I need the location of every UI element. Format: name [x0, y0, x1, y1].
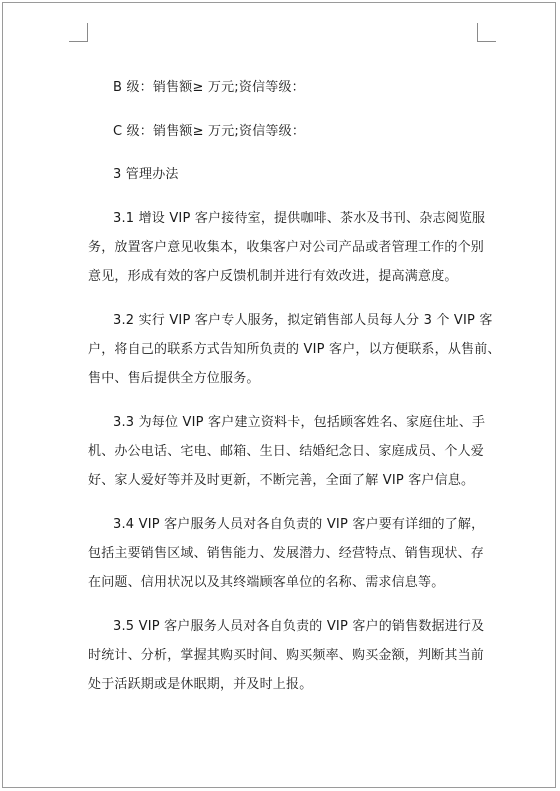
paragraph-3-4-line-2: 包括主要销售区域、销售能力、发展潜力、经营特点、销售现状、存: [88, 546, 485, 561]
paragraph-3-4-line-1: 3.4 VIP 客户服务人员对各自负责的 VIP 客户要有详细的了解，: [113, 517, 485, 532]
paragraph-3-5-line-3: 处于活跃期或是休眠期，并及时上报。: [88, 677, 313, 692]
paragraph-3-2-line-2: 户，将自己的联系方式告知所负责的 VIP 客户，以方便联系，从售前、: [88, 342, 501, 357]
paragraph-3-3-line-3: 好、家人爱好等并及时更新，不断完善，全面了解 VIP 客户信息。: [88, 473, 475, 488]
grade-b-line: B 级：销售额≥ 万元;资信等级：: [113, 80, 305, 95]
paragraph-3-3-line-2: 机、办公电话、宅电、邮箱、生日、结婚纪念日、家庭成员、个人爱: [88, 444, 485, 459]
grade-c-line: C 级：销售额≥ 万元;资信等级：: [113, 124, 306, 139]
paragraph-3-3-line-1: 3.3 为每位 VIP 客户建立资料卡，包括顾客姓名、家庭住址、手: [113, 415, 486, 430]
paragraph-3-2-line-1: 3.2 实行 VIP 客户专人服务，拟定销售部人员每人分 3 个 VIP 客: [113, 313, 493, 328]
document-page: [2, 2, 556, 788]
paragraph-3-5-line-2: 时统计、分析，掌握其购买时间、购买频率、购买金额，判断其当前: [88, 648, 485, 663]
margin-corner-mark: [69, 23, 88, 42]
paragraph-3-4-line-3: 在问题、信用状况以及其终端顾客单位的名称、需求信息等。: [88, 575, 445, 590]
margin-corner-mark: [477, 23, 496, 42]
section-heading: 3 管理办法: [113, 167, 179, 182]
paragraph-3-1-line-3: 意见，形成有效的客户反馈机制并进行有效改进，提高满意度。: [88, 269, 458, 284]
paragraph-3-5-line-1: 3.5 VIP 客户服务人员对各自负责的 VIP 客户的销售数据进行及: [113, 619, 485, 634]
paragraph-3-2-line-3: 售中、售后提供全方位服务。: [88, 371, 260, 386]
paragraph-3-1-line-1: 3.1 增设 VIP 客户接待室，提供咖啡、茶水及书刊、杂志阅览服: [113, 211, 486, 226]
paragraph-3-1-line-2: 务，放置客户意见收集本，收集客户对公司产品或者管理工作的个别: [88, 240, 485, 255]
